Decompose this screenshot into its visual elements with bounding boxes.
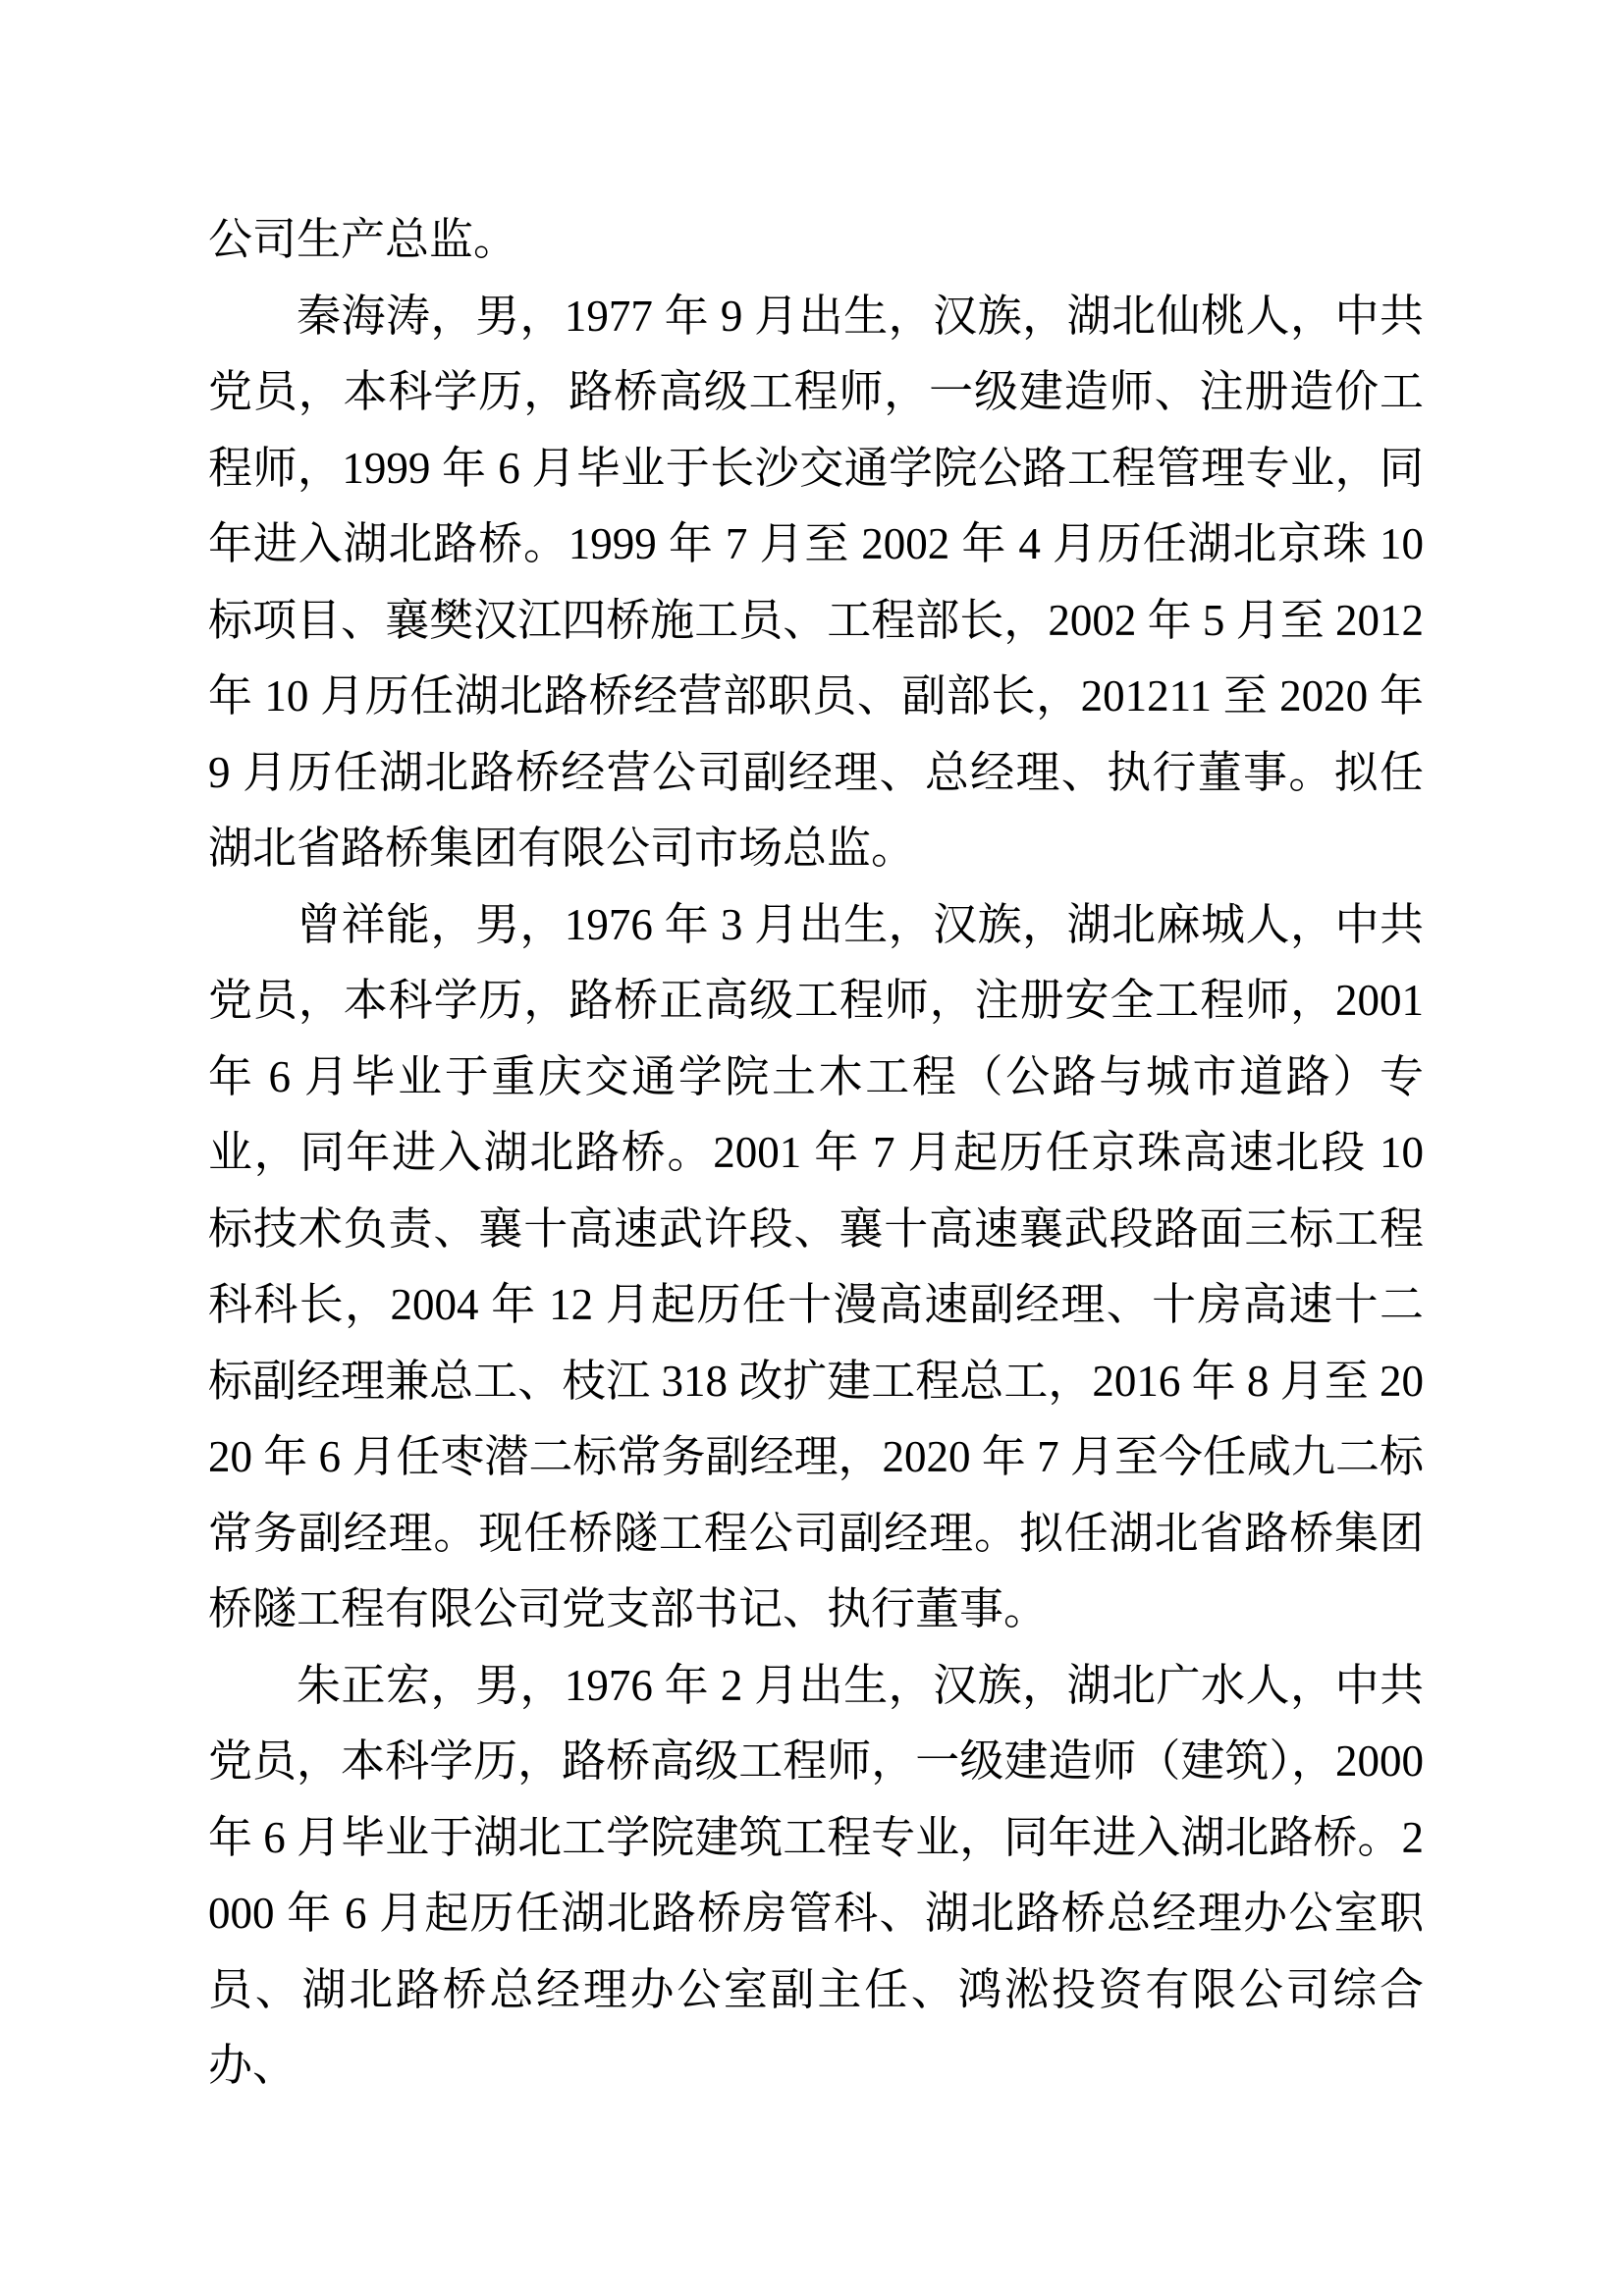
document-body [208, 202, 1424, 2105]
paragraph-1: 公司生产总监。 [208, 215, 518, 264]
paragraph-4: 朱正宏，男，1976 年 2 月出生，汉族，湖北广水人，中共党员，本科学历，路桥高级工程师，一级建造师（建筑），2000 年 6 月毕业于湖北工学院建筑工程专业，同年进入湖北路桥。2000 年 6 月起历任湖北路桥房管科、湖北路桥总经理办公室职员、湖北路桥总经理办公室副主任、鸿淞投资有限公司综合办、 [208, 1660, 1424, 2090]
paragraph-3: 曾祥能，男，1976 年 3 月出生，汉族，湖北麻城人，中共党员，本科学历，路桥正高级工程师，注册安全工程师，2001 年 6 月毕业于重庆交通学院土木工程（公路与城市道路）专业，同年进入湖北路桥。2001 年 7 月起历任京珠高速北段 10 标技术负责、襄十高速武许段、襄十高速襄武段路面三标工程科科长，2004 年 12 月起历任十漫高速副经理、十房高速十二标副经理兼总工、枝江 318 改扩建工程总工，2016 年 8 月至 2020 年 6 月任枣潜二标常务副经理，2020 年 7 月至今任咸九二标常务副经理。现任桥隧工程公司副经理。拟任湖北省路桥集团桥隧工程有限公司党支部书记、执行董事。 [208, 899, 1424, 1633]
paragraph-2: 秦海涛，男，1977 年 9 月出生，汉族，湖北仙桃人，中共党员，本科学历，路桥高级工程师，一级建造师、注册造价工程师，1999 年 6 月毕业于长沙交通学院公路工程管理专业，同年进入湖北路桥。1999 年 7 月至 2002 年 4 月历任湖北京珠 10 标项目、襄樊汉江四桥施工员、工程部长，2002 年 5 月至 2012 年 10 月历任湖北路桥经营部职员、副部长，201211 至 2020 年 9 月历任湖北路桥经营公司副经理、总经理、执行董事。拟任湖北省路桥集团有限公司市场总监。 [208, 291, 1424, 873]
